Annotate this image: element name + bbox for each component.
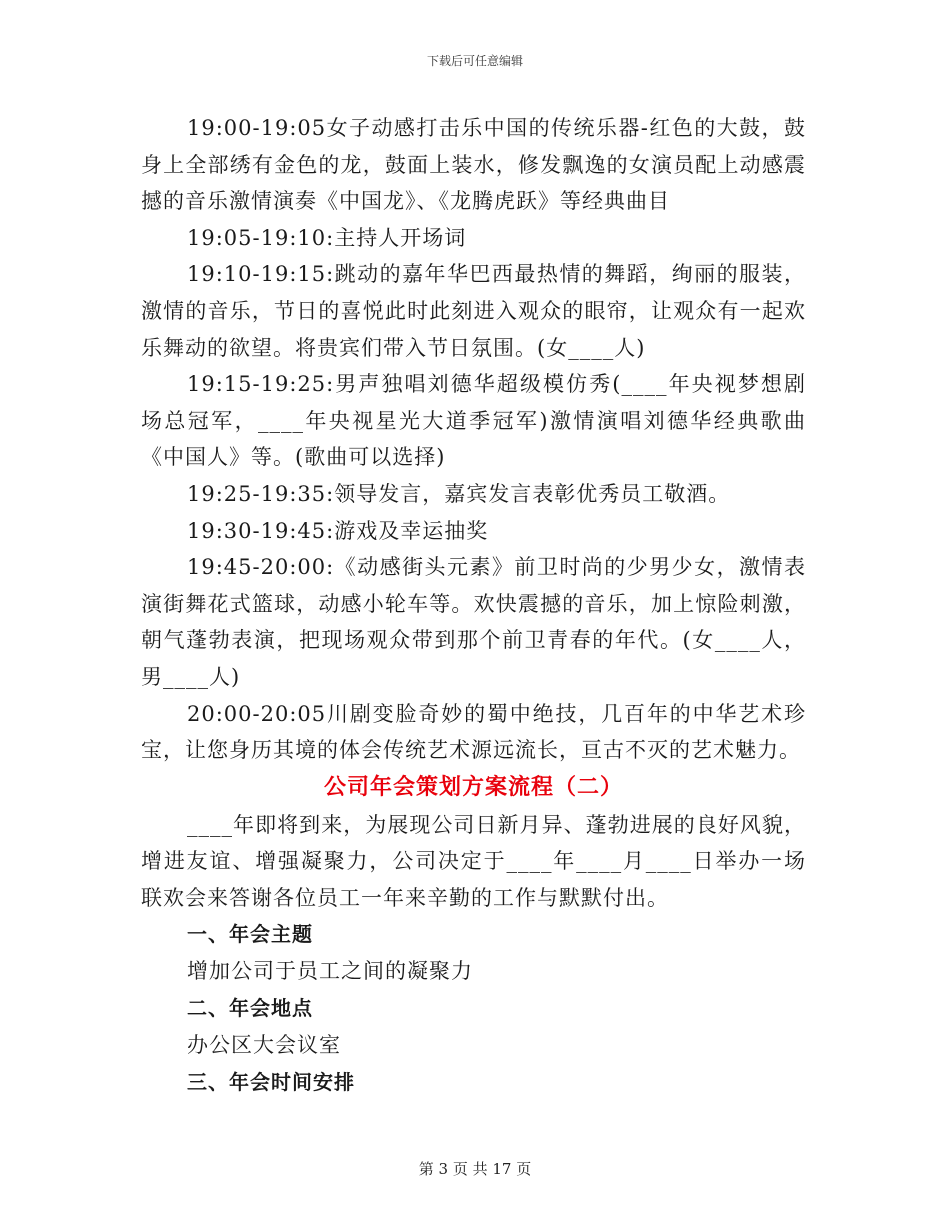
intro-paragraph: ____年即将到来，为展现公司日新月异、蓬勃进展的良好风貌，增进友谊、增强凝聚力，公司决定于____年____月____日举办一场联欢会来答谢各位员工一年来辛勤的工作与默默付出。: [141, 812, 806, 910]
page-footer: 第 3 页 共 17 页: [418, 1160, 532, 1178]
section-heading-theme: 一、年会主题: [187, 922, 313, 947]
schedule-item-1: 19:00-19:05女子动感打击乐中国的传统乐器-红色的大鼓，鼓身上全部绣有金色的龙，鼓面上装水，修发飘逸的女演员配上动感震撼的音乐激情演奏《中国龙》、《龙腾虎跃》等经典曲目: [141, 116, 806, 214]
section-heading-schedule: 三、年会时间安排: [187, 1070, 355, 1095]
schedule-item-8: 20:00-20:05川剧变脸奇妙的蜀中绝技，几百年的中华艺术珍宝，让您身历其境的体会传统艺术源远流长，亘古不灭的艺术魅力。: [141, 701, 806, 763]
page-header: 下载后可任意编辑: [426, 54, 523, 68]
section-title: 公司年会策划方案流程（二）: [323, 774, 623, 800]
schedule-item-5: 19:25-19:35:领导发言，嘉宾发言表彰优秀员工敬酒。: [187, 481, 731, 506]
section-heading-location: 二、年会地点: [187, 996, 313, 1021]
schedule-item-7: 19:45-20:00:《动感街头元素》前卫时尚的少男少女，激情表演街舞花式篮球，动感小轮车等。欢快震撼的音乐，加上惊险刺激，朝气蓬勃表演，把现场观众带到那个前卫青春的年代。(女____人，男____人): [141, 555, 806, 689]
schedule-item-4: 19:15-19:25:男声独唱刘德华超级模仿秀(____年央视梦想剧场总冠军，____年央视星光大道季冠军)激情演唱刘德华经典歌曲《中国人》等。(歌曲可以选择): [141, 372, 806, 470]
document-body: [141, 110, 806, 1101]
section-body-theme: 增加公司于员工之间的凝聚力: [187, 959, 473, 984]
schedule-item-2: 19:05-19:10:主持人开场词: [187, 225, 467, 250]
section-body-location: 办公区大会议室: [187, 1033, 341, 1058]
schedule-item-6: 19:30-19:45:游戏及幸运抽奖: [187, 518, 489, 543]
schedule-item-3: 19:10-19:15:跳动的嘉年华巴西最热情的舞蹈，绚丽的服装，激情的音乐，节日的喜悦此时此刻进入观众的眼帘，让观众有一起欢乐舞动的欲望。将贵宾们带入节日氛围。(女____人): [141, 262, 806, 360]
